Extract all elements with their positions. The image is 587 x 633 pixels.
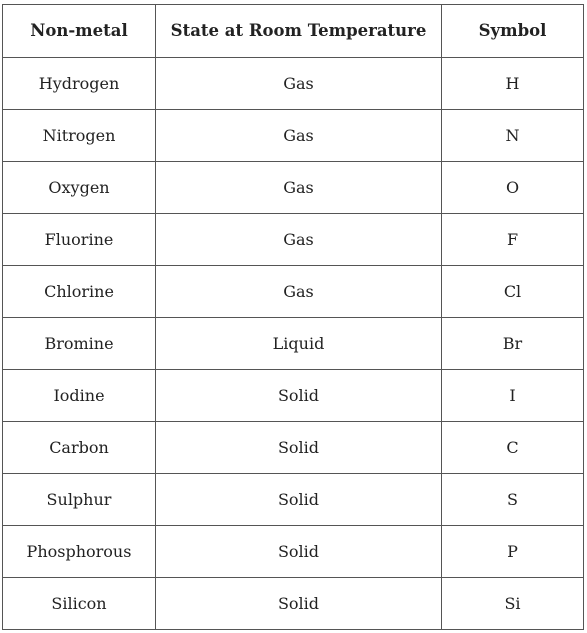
cell-state: Solid xyxy=(156,422,442,474)
cell-symbol: Si xyxy=(442,578,584,630)
header-state: State at Room Temperature xyxy=(156,5,442,58)
cell-state: Gas xyxy=(156,266,442,318)
cell-symbol: P xyxy=(442,526,584,578)
cell-state: Solid xyxy=(156,578,442,630)
nonmetals-table-container xyxy=(2,4,584,630)
table-row xyxy=(3,266,584,318)
cell-state: Solid xyxy=(156,370,442,422)
table-row xyxy=(3,318,584,370)
table-row xyxy=(3,110,584,162)
table-row xyxy=(3,58,584,110)
cell-non-metal: Bromine xyxy=(3,318,156,370)
cell-state: Gas xyxy=(156,110,442,162)
cell-non-metal: Chlorine xyxy=(3,266,156,318)
table-body xyxy=(3,58,584,630)
cell-non-metal: Oxygen xyxy=(3,162,156,214)
header-non-metal: Non-metal xyxy=(3,5,156,58)
cell-non-metal: Iodine xyxy=(3,370,156,422)
table-row xyxy=(3,474,584,526)
table-row xyxy=(3,526,584,578)
table-header xyxy=(3,5,584,58)
header-row xyxy=(3,5,584,58)
cell-non-metal: Hydrogen xyxy=(3,58,156,110)
cell-non-metal: Phosphorous xyxy=(3,526,156,578)
header-symbol: Symbol xyxy=(442,5,584,58)
cell-state: Solid xyxy=(156,474,442,526)
cell-non-metal: Carbon xyxy=(3,422,156,474)
cell-symbol: Br xyxy=(442,318,584,370)
table-row xyxy=(3,370,584,422)
table-row xyxy=(3,162,584,214)
cell-symbol: C xyxy=(442,422,584,474)
cell-symbol: S xyxy=(442,474,584,526)
table-row xyxy=(3,578,584,630)
nonmetals-table xyxy=(2,4,584,630)
table-row xyxy=(3,214,584,266)
cell-state: Gas xyxy=(156,162,442,214)
cell-symbol: I xyxy=(442,370,584,422)
cell-symbol: O xyxy=(442,162,584,214)
cell-state: Solid xyxy=(156,526,442,578)
cell-symbol: H xyxy=(442,58,584,110)
table-row xyxy=(3,422,584,474)
cell-non-metal: Nitrogen xyxy=(3,110,156,162)
cell-non-metal: Fluorine xyxy=(3,214,156,266)
cell-state: Gas xyxy=(156,214,442,266)
cell-non-metal: Sulphur xyxy=(3,474,156,526)
cell-state: Gas xyxy=(156,58,442,110)
cell-symbol: F xyxy=(442,214,584,266)
cell-symbol: Cl xyxy=(442,266,584,318)
cell-symbol: N xyxy=(442,110,584,162)
cell-non-metal: Silicon xyxy=(3,578,156,630)
cell-state: Liquid xyxy=(156,318,442,370)
